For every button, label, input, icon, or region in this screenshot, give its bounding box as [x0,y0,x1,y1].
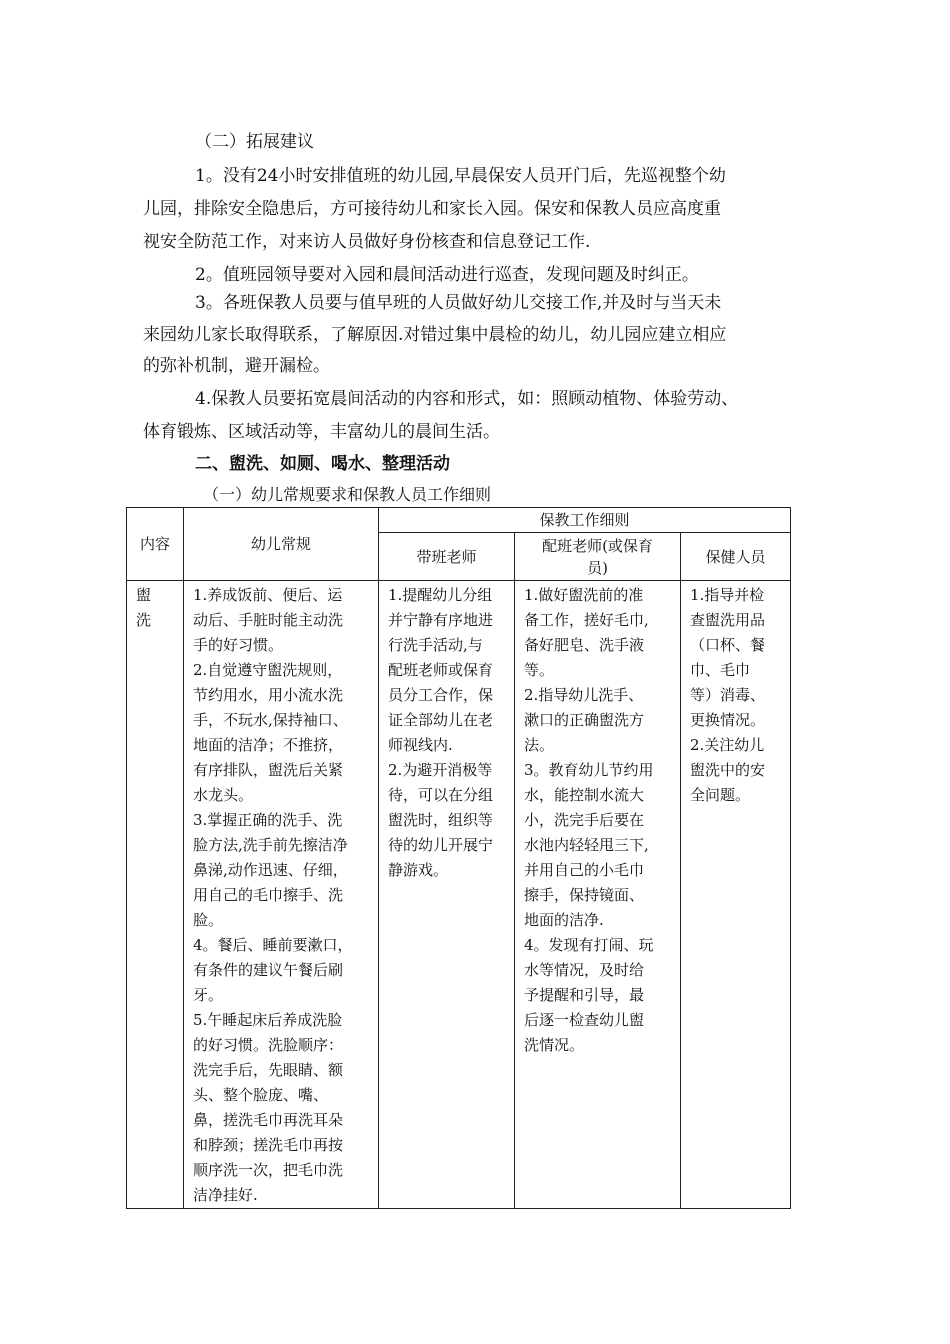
cell-line: 水，能控制水流大 [524,786,645,804]
cell-line: 有序排队，盥洗后关紧 [193,761,344,779]
cell-line: 后逐一检查幼儿盥 [524,1011,645,1029]
cell-line: 师视线内. [388,736,453,754]
cell-line: （口杯、餐 [690,636,766,654]
cell-line: 鼻，搓洗毛巾再洗耳朵 [193,1111,344,1129]
cell-line: 手，不玩水,保持袖口、 [193,711,348,729]
header-health-staff: 保健人员 [681,533,791,581]
cell-lead-teacher [379,581,515,1209]
paragraph-line: 4.保教人员要拓宽晨间活动的内容和形式，如：照顾动植物、体验劳动、 [195,389,739,409]
cell-line: 盥洗中的安 [690,761,766,779]
cell-line: 动后、手脏时能主动洗 [193,611,344,629]
cell-line: 并宁静有序地进 [388,611,494,629]
cell-line: 并用自己的小毛巾 [524,861,645,879]
paragraph-line: 体育锻炼、区域活动等，丰富幼儿的晨间生活。 [143,422,500,442]
cell-line: 顺序洗一次，把毛巾洗 [193,1161,344,1179]
cell-line: 地面的洁净. [524,911,604,929]
cell-line: 脸。 [193,911,224,929]
section-heading: （二）拓展建议 [195,132,314,152]
paragraph-line: 来园幼儿家长取得联系，了解原因.对错过集中晨检的幼儿，幼儿园应建立相应 [143,325,727,345]
main-heading: 二、盥洗、如厕、喝水、整理活动 [195,454,450,474]
cell-line: 水龙头。 [193,786,254,804]
cell-line: 员分工合作，保 [388,686,494,704]
cell-line: 证全部幼儿在老 [388,711,494,729]
cell-line: 擦手，保持镜面、 [524,886,645,904]
category-char: 洗 [136,611,152,629]
cell-health-staff [681,581,791,1209]
table-row [127,581,791,1209]
table-caption: （一）幼儿常规要求和保教人员工作细则 [203,485,492,504]
header-lead-teacher: 带班老师 [379,533,515,581]
paragraph-line: 2。值班园领导要对入园和晨间活动进行巡查，发现问题及时纠正。 [195,265,699,285]
cell-line: 更换情况。 [690,711,766,729]
cell-line: 地面的洁净；不推挤， [193,736,344,754]
cell-category [127,581,184,1209]
cell-line: 巾、毛巾 [690,661,751,679]
cell-line: 和脖颈；搓洗毛巾再按 [193,1136,344,1154]
cell-line: 法。 [524,736,555,754]
cell-line: 行洗手活动,与 [388,636,483,654]
cell-line: 2.指导幼儿洗手、 [524,686,644,704]
table-header-row [127,508,791,533]
cell-line: 1.做好盥洗前的准 [524,586,644,604]
paragraph-line: 视安全防范工作，对来访人员做好身份核查和信息登记工作. [143,232,591,252]
cell-line: 水池内轻轻甩三下, [524,836,649,854]
header-content: 内容 [127,508,184,581]
cell-line: 的好习惯。洗脸顺序： [193,1036,344,1054]
cell-assistant-teacher [515,581,681,1209]
cell-line: 4。发现有打闹、玩 [524,936,654,954]
cell-line: 3。教育幼儿节约用 [524,761,654,779]
cell-line: 配班老师或保育 [388,661,494,679]
cell-line: 2.为避开消极等 [388,761,493,779]
cell-line: 盥洗时，组织等 [388,811,494,829]
cell-child-routine [184,581,379,1209]
cell-line: 2.自觉遵守盥洗规则， [193,661,343,679]
cell-line: 水等情况，及时给 [524,961,645,979]
paragraph-line: 3。各班保教人员要与值早班的人员做好幼儿交接工作,并及时与当天未 [195,293,722,313]
cell-line: 有条件的建议午餐后刷 [193,961,344,979]
cell-line: 5.午睡起床后养成洗脸 [193,1011,343,1029]
header-child-routine: 幼儿常规 [184,508,379,581]
cell-line: 1.养成饭前、便后、运 [193,586,343,604]
cell-line: 鼻涕,动作迅速、仔细， [193,861,348,879]
category-char: 盥 [136,586,152,604]
cell-line: 静游戏。 [388,861,449,879]
rules-table [126,507,791,1209]
cell-line: 脸方法,洗手前先擦洁净 [193,836,348,854]
cell-line: 手的好习惯。 [193,636,284,654]
header-assistant-line: 员) [587,558,608,577]
cell-line: 牙。 [193,986,224,1004]
paragraph-line: 儿园，排除安全隐患后，方可接待幼儿和家长入园。保安和保教人员应高度重 [143,199,721,219]
cell-line: 3.掌握正确的洗手、洗 [193,811,343,829]
cell-line: 待的幼儿开展宁 [388,836,494,854]
cell-line: 予提醒和引导，最 [524,986,645,1004]
cell-line: 备好肥皂、洗手液 [524,636,645,654]
cell-line: 全问题。 [690,786,751,804]
cell-line: 小，洗完手后要在 [524,811,645,829]
cell-line: 漱口的正确盥洗方 [524,711,645,729]
cell-line: 查盥洗用品 [690,611,766,629]
cell-line: 4。餐后、睡前要漱口， [193,936,353,954]
cell-line: 用自己的毛巾擦手、洗 [193,886,344,904]
cell-line: 洗完手后，先眼睛、额 [193,1061,344,1079]
cell-line: 洗情况。 [524,1036,585,1054]
cell-line: 等。 [524,661,555,679]
header-work-rules: 保教工作细则 [379,508,791,533]
cell-line: 1.指导并检 [690,586,765,604]
cell-line: 1.提醒幼儿分组 [388,586,493,604]
header-assistant-teacher [515,533,681,581]
cell-line: 待，可以在分组 [388,786,494,804]
cell-line: 洁净挂好. [193,1186,258,1204]
cell-line: 2.关注幼儿 [690,736,765,754]
header-assistant-line: 配班老师(或保育 [542,536,653,555]
paragraph-line: 的弥补机制，避开漏检。 [143,356,330,376]
cell-line: 备工作，搓好毛巾, [524,611,649,629]
paragraph-line: 1。没有24小时安排值班的幼儿园,早晨保安人员开门后，先巡视整个幼 [195,166,726,186]
cell-line: 等）消毒、 [690,686,766,704]
cell-line: 节约用水，用小流水洗 [193,686,344,704]
cell-line: 头、整个脸庞、嘴、 [193,1086,329,1104]
